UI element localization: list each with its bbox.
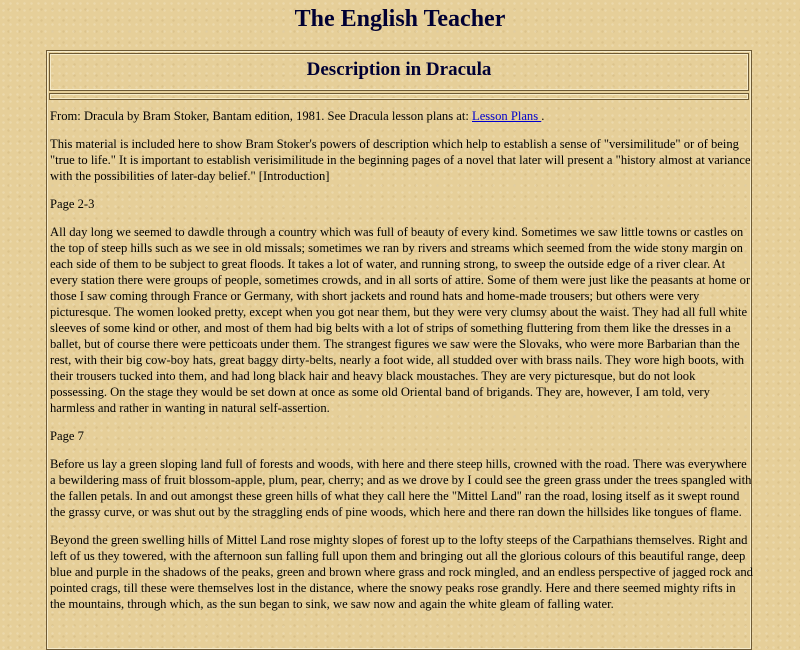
lesson-plans-link[interactable]: Lesson Plans [472, 109, 542, 123]
title-cell [49, 53, 749, 91]
source-end: . [541, 109, 545, 123]
excerpt-paragraph: Beyond the green swelling hills of Mittel Land rose mighty slopes of forest up to the lofty steeps of the Carpathians themselves. Right and left of us they towered, with the afternoon sun falling full upon them and bringing out all the glorious colours of this beautiful range, deep blue and purple in the shadows of the peaks, green and brown where grass and rock mingled, and an endless perspective of jagged rock and pointed crags, till these were themselves lost in the distance, where the snowy peaks rose grandly. Here and there seemed mighty rifts in the mountains, through which, as the sun began to sink, we saw now and again the white gleam of falling water. [50, 533, 753, 611]
page-heading: Description in Dracula [306, 59, 492, 80]
content-table [46, 50, 752, 650]
excerpt-paragraph: Before us lay a green sloping land full of forests and woods, with here and there steep hills, crowned with the road. There was everywhere a bewildering mass of fruit blossom-apple, plum, pear, cherry; and as we drove by I could see the green grass under the trees spangled with the fallen petals. In and out amongst these green hills of what they call here the "Mittel Land" ran the road, losing itself as it swept round the grassy curve, or was shut out by the straggling ends of pine woods, which here and there ran down the hillsides like tongues of flame. [50, 457, 752, 519]
excerpt-paragraph: All day long we seemed to dawdle through a country which was full of beauty of every kind. Sometimes we saw little towns or castles on the top of steep hills such as we see in old missals; sometimes we ran by rivers and streams which seemed from the wide stony margin on each side of them to be subject to great floods. It takes a lot of water, and running strong, to sweep the outside edge of a river clear. At every station there were groups of people, sometimes crowds, and in all sorts of attire. Some of them were just like the peasants at home or those I saw coming through France or Germany, with short jackets and round hats and home-made trousers; but others were very picturesque. The women looked pretty, except when you got near them, but they were very clumsy about the waist. They had all full white sleeves of some kind or other, and most of them had big belts with a lot of strips of something fluttering from them like the dresses in a ballet, but of course there were petticoats under them. The strangest figures we saw were the Slovaks, who were more Barbarian than the rest, with their big cow-boy hats, great baggy dirty-belts, nearly a foot wide, all studded over with brass nails. They wore high boots, with their trousers tucked into them, and had long black hair and heavy black moustaches. They are very picturesque, but do not look possessing. On the stage they would be set down at once as some old Oriental band of brigands. They are, however, I am told, very harmless and rather in wanting in natural self-assertion. [50, 225, 751, 415]
site-title: The English Teacher [294, 6, 506, 32]
section-label-page-2-3: Page 2-3 [50, 197, 95, 211]
source-paragraph [50, 108, 754, 124]
intro-paragraph: This material is included here to show Bram Stoker's powers of description which help to establish a sense of "versimilitude" or of being "true to life." It is important to establish verisimilitude in the beginning pages of a novel that later will present a "history almost at variance with the possibilities of later-day belief." [Introduction] [50, 137, 751, 183]
divider-row [49, 93, 749, 100]
section-label-page-7: Page 7 [50, 429, 84, 443]
source-text: From: Dracula by Bram Stoker, Bantam edition, 1981. See Dracula lesson plans at: [50, 109, 472, 123]
article-body [50, 108, 754, 624]
